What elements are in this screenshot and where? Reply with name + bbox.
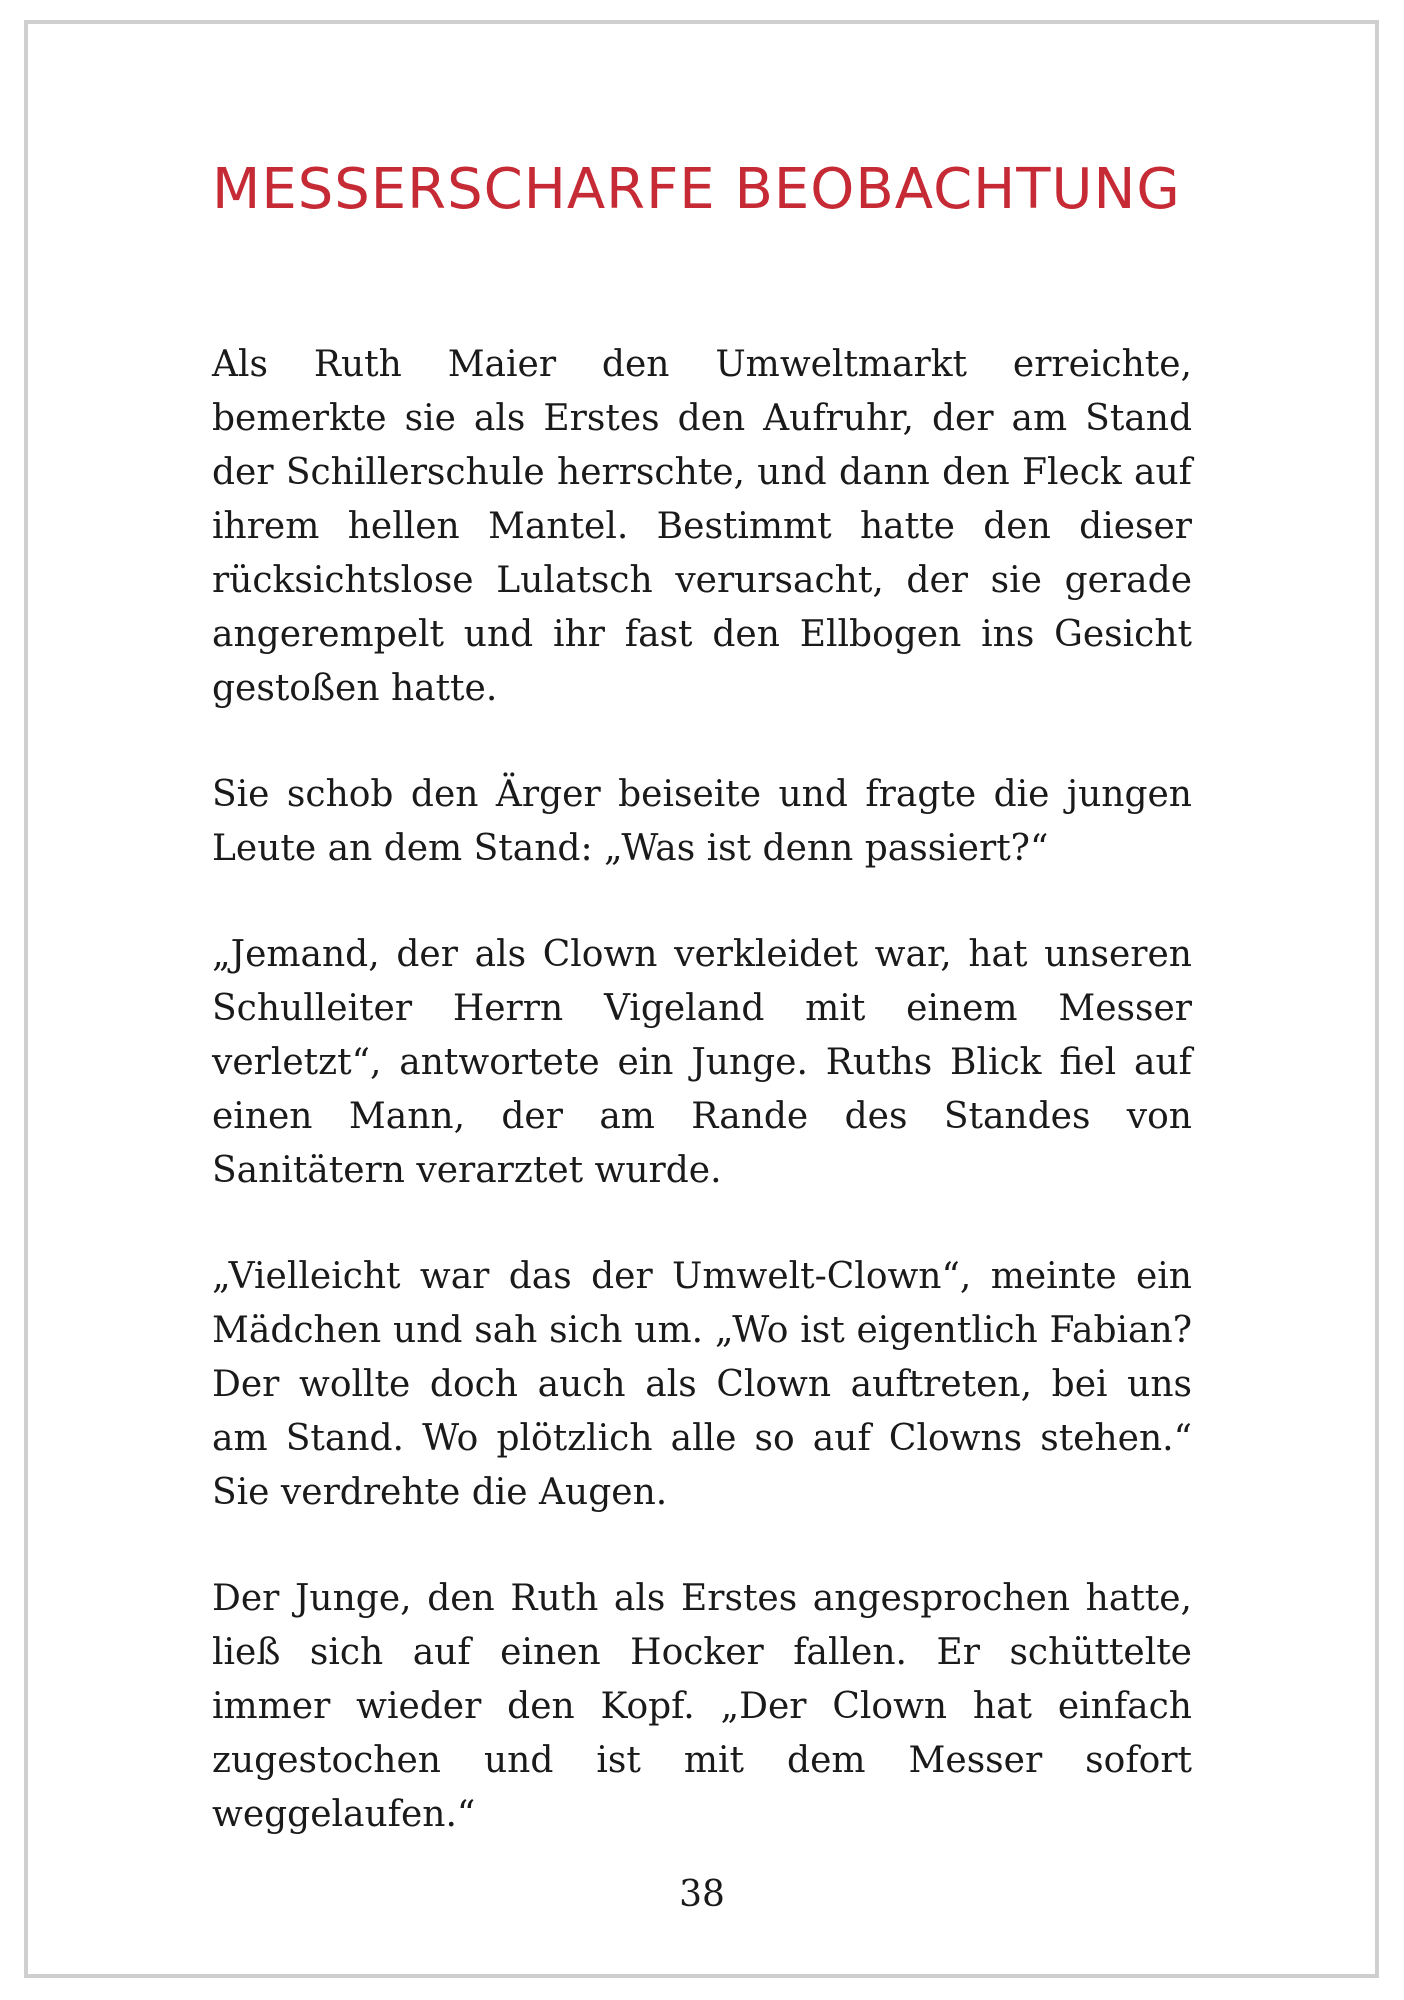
chapter-title: MESSERSCHARFE BEOBACHTUNG <box>212 157 1181 222</box>
body-text <box>212 338 1192 1894</box>
paragraph: Als Ruth Maier den Umweltmarkt erreichte, bemerkte sie als Erstes den Aufruhr, der am Stand der Schillerschule herrschte, und dann den Fleck auf ihrem hellen Mantel. Bestimmt hatte den dieser rücksichtslose Lulatsch verursacht, der sie gerade angerempelt und ihr fast den Ellbogen ins Gesicht gestoßen hatte. <box>212 344 1192 709</box>
paragraph: Sie schob den Ärger beiseite und fragte die jungen Leute an dem Stand: „Was ist denn passiert?“ <box>212 774 1192 869</box>
paragraph: „Jemand, der als Clown verkleidet war, hat unseren Schulleiter Herrn Vigeland mit einem Messer verletzt“, antwortete ein Junge. Ruths Blick fiel auf einen Mann, der am Rande des Standes von Sanitätern verarztet wurde. <box>212 934 1192 1191</box>
paragraph: „Vielleicht war das der Umwelt-Clown“, meinte ein Mädchen und sah sich um. „Wo ist eigentlich Fabian? Der wollte doch auch als Clown auftreten, bei uns am Stand. Wo plötzlich alle so auf Clowns stehen.“ Sie verdrehte die Augen. <box>212 1256 1192 1513</box>
page-number: 38 <box>679 1874 725 1915</box>
paragraph: Der Junge, den Ruth als Erstes angesprochen hatte, ließ sich auf einen Hocker fallen. Er schüttelte immer wieder den Kopf. „Der Clown hat einfach zugestochen und ist mit dem Messer sofort weggelaufen.“ <box>212 1578 1192 1835</box>
